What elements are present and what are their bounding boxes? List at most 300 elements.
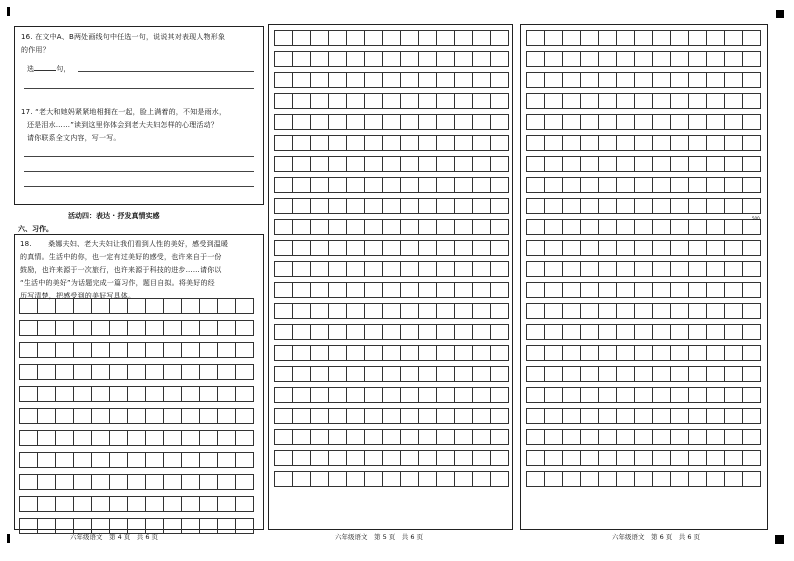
writing-cell[interactable] bbox=[164, 343, 182, 358]
writing-cell[interactable] bbox=[707, 409, 725, 424]
writing-cell[interactable] bbox=[128, 409, 146, 424]
writing-cell[interactable] bbox=[653, 472, 671, 487]
writing-cell[interactable] bbox=[671, 199, 689, 214]
writing-cell[interactable] bbox=[437, 31, 455, 46]
writing-cell[interactable] bbox=[599, 346, 617, 361]
writing-cell[interactable] bbox=[617, 199, 635, 214]
writing-cell[interactable] bbox=[527, 409, 545, 424]
writing-cell[interactable] bbox=[707, 346, 725, 361]
q17-answer-line[interactable] bbox=[24, 156, 254, 157]
writing-cell[interactable] bbox=[581, 136, 599, 151]
writing-cell[interactable] bbox=[437, 115, 455, 130]
writing-cell[interactable] bbox=[56, 475, 74, 490]
writing-cell[interactable] bbox=[491, 178, 509, 193]
writing-cell[interactable] bbox=[581, 325, 599, 340]
writing-cell[interactable] bbox=[653, 262, 671, 277]
writing-cell[interactable] bbox=[491, 283, 509, 298]
writing-cell[interactable] bbox=[599, 304, 617, 319]
writing-cell[interactable] bbox=[581, 115, 599, 130]
writing-cell[interactable] bbox=[293, 115, 311, 130]
writing-cell[interactable] bbox=[128, 453, 146, 468]
writing-cell[interactable] bbox=[275, 178, 293, 193]
writing-cell[interactable] bbox=[671, 430, 689, 445]
writing-cell[interactable] bbox=[236, 519, 254, 534]
writing-cell[interactable] bbox=[365, 388, 383, 403]
page5-writing-grid[interactable] bbox=[274, 30, 509, 487]
writing-cell[interactable] bbox=[545, 220, 563, 235]
writing-cell[interactable] bbox=[545, 367, 563, 382]
writing-cell[interactable] bbox=[311, 283, 329, 298]
writing-cell[interactable] bbox=[383, 94, 401, 109]
writing-cell[interactable] bbox=[653, 31, 671, 46]
writing-cell[interactable] bbox=[383, 325, 401, 340]
writing-cell[interactable] bbox=[236, 387, 254, 402]
writing-cell[interactable] bbox=[635, 115, 653, 130]
writing-cell[interactable] bbox=[491, 157, 509, 172]
writing-cell[interactable] bbox=[401, 262, 419, 277]
writing-cell[interactable] bbox=[56, 343, 74, 358]
writing-cell[interactable] bbox=[347, 367, 365, 382]
writing-cell[interactable] bbox=[689, 52, 707, 67]
writing-cell[interactable] bbox=[275, 52, 293, 67]
writing-cell[interactable] bbox=[128, 431, 146, 446]
writing-cell[interactable] bbox=[56, 431, 74, 446]
writing-cell[interactable] bbox=[275, 73, 293, 88]
writing-cell[interactable] bbox=[545, 472, 563, 487]
writing-cell[interactable] bbox=[617, 31, 635, 46]
writing-cell[interactable] bbox=[329, 451, 347, 466]
writing-cell[interactable] bbox=[401, 430, 419, 445]
writing-cell[interactable] bbox=[20, 475, 38, 490]
writing-cell[interactable] bbox=[473, 241, 491, 256]
writing-cell[interactable] bbox=[20, 453, 38, 468]
writing-cell[interactable] bbox=[164, 409, 182, 424]
writing-cell[interactable] bbox=[635, 94, 653, 109]
writing-cell[interactable] bbox=[437, 472, 455, 487]
writing-cell[interactable] bbox=[635, 283, 653, 298]
writing-cell[interactable] bbox=[275, 241, 293, 256]
writing-cell[interactable] bbox=[743, 220, 761, 235]
writing-cell[interactable] bbox=[473, 178, 491, 193]
writing-cell[interactable] bbox=[38, 453, 56, 468]
writing-cell[interactable] bbox=[347, 220, 365, 235]
writing-cell[interactable] bbox=[311, 178, 329, 193]
writing-cell[interactable] bbox=[164, 519, 182, 534]
writing-cell[interactable] bbox=[293, 388, 311, 403]
writing-cell[interactable] bbox=[563, 346, 581, 361]
writing-cell[interactable] bbox=[671, 262, 689, 277]
writing-cell[interactable] bbox=[743, 367, 761, 382]
writing-cell[interactable] bbox=[347, 178, 365, 193]
writing-cell[interactable] bbox=[146, 475, 164, 490]
page4-writing-grid[interactable] bbox=[19, 298, 254, 534]
writing-cell[interactable] bbox=[545, 346, 563, 361]
writing-cell[interactable] bbox=[599, 430, 617, 445]
writing-cell[interactable] bbox=[218, 519, 236, 534]
writing-cell[interactable] bbox=[491, 136, 509, 151]
writing-cell[interactable] bbox=[725, 325, 743, 340]
writing-cell[interactable] bbox=[146, 365, 164, 380]
writing-cell[interactable] bbox=[383, 241, 401, 256]
writing-cell[interactable] bbox=[365, 409, 383, 424]
writing-cell[interactable] bbox=[653, 430, 671, 445]
writing-cell[interactable] bbox=[92, 321, 110, 336]
writing-cell[interactable] bbox=[110, 431, 128, 446]
writing-cell[interactable] bbox=[689, 178, 707, 193]
writing-cell[interactable] bbox=[56, 497, 74, 512]
writing-cell[interactable] bbox=[437, 283, 455, 298]
writing-cell[interactable] bbox=[293, 94, 311, 109]
writing-cell[interactable] bbox=[527, 388, 545, 403]
writing-cell[interactable] bbox=[563, 451, 581, 466]
writing-cell[interactable] bbox=[419, 52, 437, 67]
writing-cell[interactable] bbox=[38, 519, 56, 534]
writing-cell[interactable] bbox=[437, 262, 455, 277]
writing-cell[interactable] bbox=[20, 497, 38, 512]
writing-cell[interactable] bbox=[689, 409, 707, 424]
writing-cell[interactable] bbox=[707, 283, 725, 298]
writing-cell[interactable] bbox=[110, 365, 128, 380]
writing-cell[interactable] bbox=[218, 453, 236, 468]
writing-cell[interactable] bbox=[725, 94, 743, 109]
writing-cell[interactable] bbox=[527, 367, 545, 382]
writing-cell[interactable] bbox=[329, 346, 347, 361]
writing-cell[interactable] bbox=[182, 497, 200, 512]
writing-cell[interactable] bbox=[617, 94, 635, 109]
writing-cell[interactable] bbox=[383, 451, 401, 466]
writing-cell[interactable] bbox=[527, 178, 545, 193]
writing-cell[interactable] bbox=[311, 157, 329, 172]
writing-cell[interactable] bbox=[581, 283, 599, 298]
writing-cell[interactable] bbox=[581, 178, 599, 193]
writing-cell[interactable] bbox=[419, 115, 437, 130]
writing-cell[interactable] bbox=[707, 325, 725, 340]
writing-cell[interactable] bbox=[545, 157, 563, 172]
writing-cell[interactable] bbox=[311, 304, 329, 319]
writing-cell[interactable] bbox=[329, 220, 347, 235]
writing-cell[interactable] bbox=[491, 409, 509, 424]
writing-cell[interactable] bbox=[146, 453, 164, 468]
writing-cell[interactable] bbox=[743, 115, 761, 130]
writing-cell[interactable] bbox=[689, 241, 707, 256]
writing-cell[interactable] bbox=[671, 388, 689, 403]
writing-cell[interactable] bbox=[92, 387, 110, 402]
writing-cell[interactable] bbox=[275, 472, 293, 487]
writing-cell[interactable] bbox=[329, 136, 347, 151]
writing-cell[interactable] bbox=[236, 497, 254, 512]
writing-cell[interactable] bbox=[200, 475, 218, 490]
writing-cell[interactable] bbox=[653, 304, 671, 319]
writing-cell[interactable] bbox=[311, 199, 329, 214]
writing-cell[interactable] bbox=[329, 241, 347, 256]
writing-cell[interactable] bbox=[707, 451, 725, 466]
writing-cell[interactable] bbox=[599, 115, 617, 130]
writing-cell[interactable] bbox=[347, 157, 365, 172]
writing-cell[interactable] bbox=[56, 365, 74, 380]
writing-cell[interactable] bbox=[743, 262, 761, 277]
writing-cell[interactable] bbox=[635, 346, 653, 361]
writing-cell[interactable] bbox=[617, 157, 635, 172]
writing-cell[interactable] bbox=[743, 346, 761, 361]
writing-cell[interactable] bbox=[617, 115, 635, 130]
writing-cell[interactable] bbox=[182, 365, 200, 380]
writing-cell[interactable] bbox=[383, 388, 401, 403]
writing-cell[interactable] bbox=[164, 321, 182, 336]
writing-cell[interactable] bbox=[671, 94, 689, 109]
writing-cell[interactable] bbox=[671, 472, 689, 487]
writing-cell[interactable] bbox=[419, 31, 437, 46]
writing-cell[interactable] bbox=[671, 241, 689, 256]
writing-cell[interactable] bbox=[74, 299, 92, 314]
writing-cell[interactable] bbox=[707, 136, 725, 151]
writing-cell[interactable] bbox=[707, 115, 725, 130]
writing-cell[interactable] bbox=[200, 431, 218, 446]
writing-cell[interactable] bbox=[473, 220, 491, 235]
writing-cell[interactable] bbox=[545, 73, 563, 88]
writing-cell[interactable] bbox=[146, 387, 164, 402]
writing-cell[interactable] bbox=[146, 343, 164, 358]
writing-cell[interactable] bbox=[437, 73, 455, 88]
writing-cell[interactable] bbox=[383, 220, 401, 235]
writing-cell[interactable] bbox=[581, 451, 599, 466]
writing-cell[interactable] bbox=[182, 453, 200, 468]
writing-cell[interactable] bbox=[491, 472, 509, 487]
writing-cell[interactable] bbox=[707, 52, 725, 67]
q16-answer-line[interactable] bbox=[24, 88, 254, 89]
writing-cell[interactable] bbox=[455, 220, 473, 235]
writing-cell[interactable] bbox=[707, 178, 725, 193]
writing-cell[interactable] bbox=[635, 220, 653, 235]
writing-cell[interactable] bbox=[293, 220, 311, 235]
writing-cell[interactable] bbox=[329, 115, 347, 130]
writing-cell[interactable] bbox=[725, 451, 743, 466]
writing-cell[interactable] bbox=[473, 472, 491, 487]
writing-cell[interactable] bbox=[545, 94, 563, 109]
writing-cell[interactable] bbox=[164, 497, 182, 512]
writing-cell[interactable] bbox=[419, 262, 437, 277]
writing-cell[interactable] bbox=[128, 343, 146, 358]
writing-cell[interactable] bbox=[365, 451, 383, 466]
writing-cell[interactable] bbox=[653, 178, 671, 193]
writing-cell[interactable] bbox=[671, 136, 689, 151]
writing-cell[interactable] bbox=[383, 136, 401, 151]
writing-cell[interactable] bbox=[347, 262, 365, 277]
writing-cell[interactable] bbox=[74, 475, 92, 490]
writing-cell[interactable] bbox=[563, 136, 581, 151]
writing-cell[interactable] bbox=[455, 73, 473, 88]
writing-cell[interactable] bbox=[653, 115, 671, 130]
writing-cell[interactable] bbox=[617, 304, 635, 319]
writing-cell[interactable] bbox=[347, 136, 365, 151]
q16-select-blank[interactable] bbox=[34, 62, 56, 71]
writing-cell[interactable] bbox=[581, 241, 599, 256]
writing-cell[interactable] bbox=[653, 283, 671, 298]
writing-cell[interactable] bbox=[38, 387, 56, 402]
writing-cell[interactable] bbox=[275, 346, 293, 361]
writing-cell[interactable] bbox=[707, 94, 725, 109]
writing-cell[interactable] bbox=[671, 346, 689, 361]
writing-cell[interactable] bbox=[347, 199, 365, 214]
writing-cell[interactable] bbox=[599, 73, 617, 88]
writing-cell[interactable] bbox=[455, 283, 473, 298]
writing-cell[interactable] bbox=[689, 157, 707, 172]
writing-cell[interactable] bbox=[455, 451, 473, 466]
writing-cell[interactable] bbox=[743, 283, 761, 298]
writing-cell[interactable] bbox=[383, 73, 401, 88]
writing-cell[interactable] bbox=[725, 199, 743, 214]
writing-cell[interactable] bbox=[545, 241, 563, 256]
writing-cell[interactable] bbox=[164, 431, 182, 446]
writing-cell[interactable] bbox=[563, 52, 581, 67]
writing-cell[interactable] bbox=[347, 409, 365, 424]
writing-cell[interactable] bbox=[671, 115, 689, 130]
writing-cell[interactable] bbox=[311, 220, 329, 235]
writing-cell[interactable] bbox=[635, 409, 653, 424]
writing-cell[interactable] bbox=[635, 178, 653, 193]
writing-cell[interactable] bbox=[401, 31, 419, 46]
writing-cell[interactable] bbox=[275, 388, 293, 403]
q16-answer-line[interactable] bbox=[78, 71, 254, 72]
writing-cell[interactable] bbox=[419, 451, 437, 466]
writing-cell[interactable] bbox=[491, 94, 509, 109]
writing-cell[interactable] bbox=[401, 325, 419, 340]
writing-cell[interactable] bbox=[653, 388, 671, 403]
writing-cell[interactable] bbox=[347, 346, 365, 361]
writing-cell[interactable] bbox=[725, 262, 743, 277]
writing-cell[interactable] bbox=[473, 262, 491, 277]
writing-cell[interactable] bbox=[329, 262, 347, 277]
writing-cell[interactable] bbox=[599, 409, 617, 424]
writing-cell[interactable] bbox=[545, 430, 563, 445]
writing-cell[interactable] bbox=[671, 178, 689, 193]
writing-cell[interactable] bbox=[182, 475, 200, 490]
writing-cell[interactable] bbox=[275, 220, 293, 235]
writing-cell[interactable] bbox=[401, 115, 419, 130]
writing-cell[interactable] bbox=[635, 430, 653, 445]
writing-cell[interactable] bbox=[329, 178, 347, 193]
writing-cell[interactable] bbox=[491, 115, 509, 130]
writing-cell[interactable] bbox=[182, 343, 200, 358]
writing-cell[interactable] bbox=[473, 157, 491, 172]
writing-cell[interactable] bbox=[545, 283, 563, 298]
writing-cell[interactable] bbox=[365, 199, 383, 214]
writing-cell[interactable] bbox=[599, 241, 617, 256]
writing-cell[interactable] bbox=[56, 387, 74, 402]
writing-cell[interactable] bbox=[581, 346, 599, 361]
writing-cell[interactable] bbox=[419, 199, 437, 214]
writing-cell[interactable] bbox=[311, 472, 329, 487]
writing-cell[interactable] bbox=[311, 388, 329, 403]
writing-cell[interactable] bbox=[311, 136, 329, 151]
writing-cell[interactable] bbox=[689, 220, 707, 235]
writing-cell[interactable] bbox=[164, 387, 182, 402]
writing-cell[interactable] bbox=[200, 519, 218, 534]
writing-cell[interactable] bbox=[218, 321, 236, 336]
writing-cell[interactable] bbox=[599, 388, 617, 403]
writing-cell[interactable] bbox=[347, 52, 365, 67]
writing-cell[interactable] bbox=[419, 136, 437, 151]
writing-cell[interactable] bbox=[200, 497, 218, 512]
writing-cell[interactable] bbox=[617, 283, 635, 298]
writing-cell[interactable] bbox=[743, 472, 761, 487]
writing-cell[interactable] bbox=[689, 304, 707, 319]
writing-cell[interactable] bbox=[347, 472, 365, 487]
writing-cell[interactable] bbox=[689, 73, 707, 88]
writing-cell[interactable] bbox=[419, 304, 437, 319]
writing-cell[interactable] bbox=[581, 52, 599, 67]
writing-cell[interactable] bbox=[653, 52, 671, 67]
writing-cell[interactable] bbox=[599, 52, 617, 67]
writing-cell[interactable] bbox=[401, 304, 419, 319]
writing-cell[interactable] bbox=[293, 430, 311, 445]
writing-cell[interactable] bbox=[110, 343, 128, 358]
writing-cell[interactable] bbox=[707, 367, 725, 382]
writing-cell[interactable] bbox=[563, 73, 581, 88]
writing-cell[interactable] bbox=[182, 519, 200, 534]
writing-cell[interactable] bbox=[671, 367, 689, 382]
writing-cell[interactable] bbox=[329, 52, 347, 67]
writing-cell[interactable] bbox=[383, 472, 401, 487]
writing-cell[interactable] bbox=[110, 299, 128, 314]
writing-cell[interactable] bbox=[401, 472, 419, 487]
writing-cell[interactable] bbox=[599, 451, 617, 466]
writing-cell[interactable] bbox=[707, 199, 725, 214]
writing-cell[interactable] bbox=[563, 262, 581, 277]
writing-cell[interactable] bbox=[347, 94, 365, 109]
writing-cell[interactable] bbox=[635, 73, 653, 88]
writing-cell[interactable] bbox=[293, 199, 311, 214]
writing-cell[interactable] bbox=[275, 157, 293, 172]
writing-cell[interactable] bbox=[365, 325, 383, 340]
writing-cell[interactable] bbox=[743, 157, 761, 172]
writing-cell[interactable] bbox=[455, 409, 473, 424]
writing-cell[interactable] bbox=[347, 283, 365, 298]
writing-cell[interactable] bbox=[38, 343, 56, 358]
writing-cell[interactable] bbox=[743, 241, 761, 256]
writing-cell[interactable] bbox=[563, 430, 581, 445]
writing-cell[interactable] bbox=[401, 283, 419, 298]
writing-cell[interactable] bbox=[455, 157, 473, 172]
writing-cell[interactable] bbox=[383, 304, 401, 319]
writing-cell[interactable] bbox=[200, 365, 218, 380]
writing-cell[interactable] bbox=[437, 52, 455, 67]
writing-cell[interactable] bbox=[743, 430, 761, 445]
writing-cell[interactable] bbox=[455, 325, 473, 340]
writing-cell[interactable] bbox=[92, 299, 110, 314]
writing-cell[interactable] bbox=[200, 343, 218, 358]
writing-cell[interactable] bbox=[128, 321, 146, 336]
writing-cell[interactable] bbox=[563, 283, 581, 298]
writing-cell[interactable] bbox=[473, 325, 491, 340]
writing-cell[interactable] bbox=[743, 31, 761, 46]
writing-cell[interactable] bbox=[218, 497, 236, 512]
writing-cell[interactable] bbox=[275, 430, 293, 445]
writing-cell[interactable] bbox=[200, 299, 218, 314]
writing-cell[interactable] bbox=[74, 431, 92, 446]
writing-cell[interactable] bbox=[635, 241, 653, 256]
writing-cell[interactable] bbox=[56, 453, 74, 468]
writing-cell[interactable] bbox=[617, 325, 635, 340]
writing-cell[interactable] bbox=[725, 283, 743, 298]
writing-cell[interactable] bbox=[473, 31, 491, 46]
writing-cell[interactable] bbox=[437, 304, 455, 319]
writing-cell[interactable] bbox=[527, 199, 545, 214]
writing-cell[interactable] bbox=[401, 220, 419, 235]
writing-cell[interactable] bbox=[599, 283, 617, 298]
writing-cell[interactable] bbox=[236, 365, 254, 380]
writing-cell[interactable] bbox=[707, 31, 725, 46]
writing-cell[interactable] bbox=[653, 241, 671, 256]
